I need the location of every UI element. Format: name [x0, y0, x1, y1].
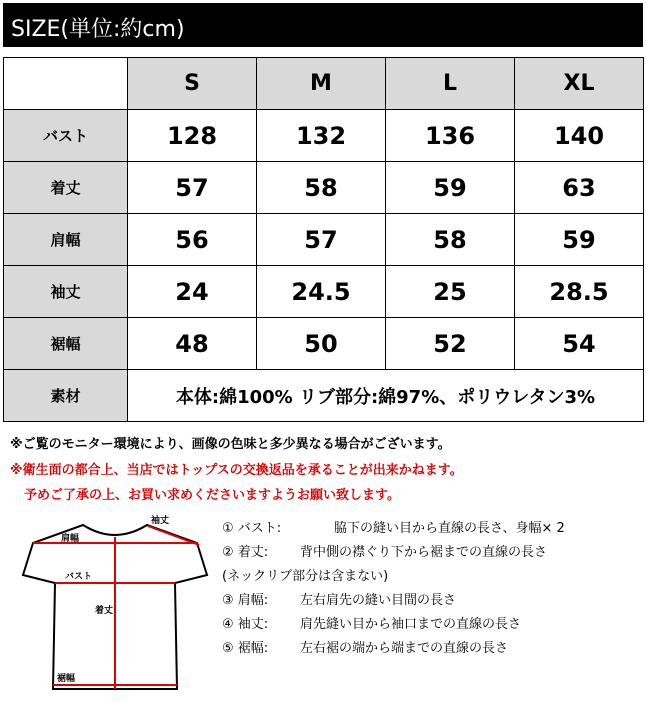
legend-term: ③ 肩幅: — [222, 593, 269, 608]
table-cell: 58 — [386, 214, 515, 266]
material-value: 本体:綿100% リブ部分:綿97%、ポリウレタン3% — [128, 370, 644, 422]
table-cell: 59 — [515, 214, 644, 266]
measurement-legend — [222, 517, 637, 661]
table-cell: 63 — [515, 162, 644, 214]
table-cell: 28.5 — [515, 266, 644, 318]
row-label: 着丈 — [4, 162, 128, 214]
legend-term: ② 着丈: — [222, 545, 269, 560]
material-label: 素材 — [4, 370, 128, 422]
table-cell: 54 — [515, 318, 644, 370]
table-cell: 50 — [257, 318, 386, 370]
table-cell: 48 — [128, 318, 257, 370]
legend-item — [222, 637, 637, 661]
diagram-label-shoulder: 肩幅 — [61, 534, 80, 544]
legend-desc: 脇下の縫い目から直線の長さ、身幅× 2 — [334, 521, 565, 536]
legend-term: ⑤ 裾幅: — [222, 641, 269, 656]
row-label: 裾幅 — [4, 318, 128, 370]
title-bar — [3, 3, 643, 47]
table-cell: 24.5 — [257, 266, 386, 318]
legend-desc: 背中側の襟ぐり下から裾までの直線の長さ — [300, 545, 548, 560]
page-title: SIZE(単位:約cm) — [11, 17, 185, 42]
table-cell: 56 — [128, 214, 257, 266]
table-row — [4, 214, 644, 266]
row-label: 肩幅 — [4, 214, 128, 266]
size-header-xl: XL — [515, 58, 644, 110]
size-header-l: L — [386, 58, 515, 110]
corner-cell — [4, 58, 128, 110]
legend-desc: (ネックリブ部分は含まない) — [222, 569, 389, 584]
legend-item — [222, 589, 637, 613]
table-row — [4, 162, 644, 214]
table-row — [4, 266, 644, 318]
material-row — [4, 370, 644, 422]
table-cell: 57 — [257, 214, 386, 266]
size-header-s: S — [128, 58, 257, 110]
legend-desc: 左右裾の端から端までの直線の長さ — [300, 641, 509, 656]
table-cell: 59 — [386, 162, 515, 214]
legend-item — [222, 517, 637, 541]
table-cell: 57 — [128, 162, 257, 214]
table-row — [4, 318, 644, 370]
diagram-label-hem: 裾幅 — [57, 674, 76, 684]
row-label: 袖丈 — [4, 266, 128, 318]
legend-term: ④ 袖丈: — [222, 617, 269, 632]
row-label: バスト — [4, 110, 128, 162]
return-policy-note-2: 予めご了承の上、お買い求めくださいますようお願い致します。 — [24, 488, 400, 503]
diagram-label-length: 着丈 — [95, 606, 114, 616]
legend-desc: 肩先縫い目から袖口までの直線の長さ — [300, 617, 522, 632]
legend-term: ① バスト: — [222, 521, 282, 536]
table-cell: 25 — [386, 266, 515, 318]
tshirt-diagram — [15, 513, 215, 713]
diagram-label-bust: バスト — [65, 572, 93, 582]
return-policy-note: ※衛生面の都合上、当店ではトップスの交換返品を承ることが出来かねます。 — [10, 463, 463, 478]
size-header-row — [4, 58, 644, 110]
size-table — [3, 57, 644, 422]
legend-item — [222, 541, 637, 565]
diagram-label-sleeve: 袖丈 — [151, 516, 170, 526]
table-cell: 58 — [257, 162, 386, 214]
table-cell: 52 — [386, 318, 515, 370]
table-cell: 128 — [128, 110, 257, 162]
table-cell: 132 — [257, 110, 386, 162]
size-header-m: M — [257, 58, 386, 110]
table-cell: 140 — [515, 110, 644, 162]
legend-item — [222, 613, 637, 637]
table-cell: 24 — [128, 266, 257, 318]
table-cell: 136 — [386, 110, 515, 162]
legend-desc: 左右肩先の縫い目間の長さ — [300, 593, 457, 608]
table-row — [4, 110, 644, 162]
neck-line — [87, 527, 143, 535]
monitor-note: ※ご覧のモニター環境により、画像の色味と多少異なる場合がございます。 — [10, 437, 451, 452]
legend-item — [222, 565, 637, 589]
